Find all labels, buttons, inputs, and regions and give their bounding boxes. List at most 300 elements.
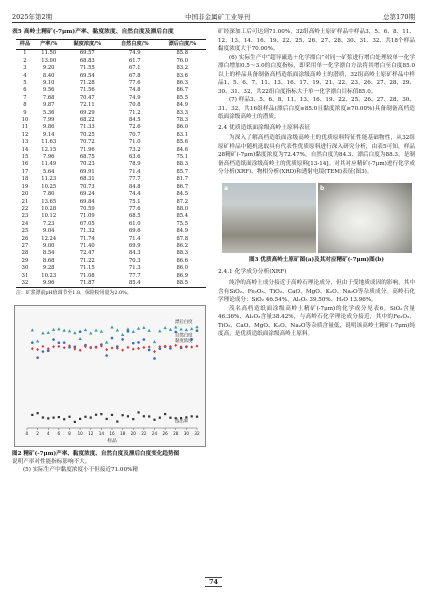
table-cell: 7.96 bbox=[42, 154, 55, 161]
point-yield bbox=[37, 412, 39, 414]
point-viscosity bbox=[57, 345, 60, 348]
table-row bbox=[16, 191, 206, 198]
table-row bbox=[16, 221, 206, 228]
point-yield bbox=[106, 418, 108, 420]
table-row bbox=[16, 102, 206, 109]
table-cell: 30 bbox=[21, 265, 29, 272]
table-cell: 84.5 bbox=[128, 117, 141, 124]
table-cell: 69.54 bbox=[79, 72, 95, 79]
point-viscosity bbox=[52, 345, 55, 348]
table-row bbox=[16, 176, 206, 183]
point-yield bbox=[127, 415, 129, 417]
point-natural-white bbox=[36, 356, 39, 359]
table-cell: 74.4 bbox=[128, 191, 141, 198]
point-white-after-bleach bbox=[179, 327, 182, 330]
point-white-after-bleach bbox=[132, 330, 135, 333]
table-cell: 71.22 bbox=[79, 257, 95, 264]
point-viscosity bbox=[111, 346, 114, 349]
table-cell: 84.8 bbox=[128, 183, 141, 190]
table-cell: 69.84 bbox=[79, 198, 95, 205]
table-row bbox=[16, 80, 206, 87]
table-cell: 85.5 bbox=[176, 94, 189, 101]
table-cell: 81.7 bbox=[176, 176, 189, 183]
point-white-after-bleach bbox=[121, 333, 124, 336]
table-cell: 5 bbox=[23, 80, 27, 87]
series-label: 自然白度 bbox=[175, 333, 193, 339]
table-cell: 74.8 bbox=[128, 87, 141, 94]
point-natural-white bbox=[52, 338, 55, 341]
table-cell: 7.99 bbox=[42, 117, 55, 124]
point-natural-white bbox=[111, 337, 114, 340]
table-cell: 10.25 bbox=[41, 183, 57, 190]
raw-ore-photo bbox=[222, 183, 316, 253]
table-cell: 87.8 bbox=[176, 235, 189, 242]
point-yield bbox=[132, 418, 134, 420]
col-header: 样品 bbox=[16, 40, 34, 50]
point-yield bbox=[137, 411, 139, 413]
point-white-after-bleach bbox=[73, 331, 76, 334]
table-cell: 86.3 bbox=[176, 80, 189, 87]
table-cell: 10.23 bbox=[41, 272, 57, 279]
table-cell: 9.20 bbox=[42, 65, 55, 72]
trend-chart-svg bbox=[15, 306, 205, 446]
table-row bbox=[16, 280, 206, 288]
table-cell: 86.7 bbox=[176, 87, 189, 94]
point-viscosity bbox=[137, 347, 140, 350]
table-cell: 71.28 bbox=[79, 80, 95, 87]
point-white-after-bleach bbox=[78, 337, 81, 340]
table-header-row bbox=[16, 40, 206, 50]
right-column bbox=[218, 28, 415, 339]
table-row bbox=[16, 273, 206, 280]
table-cell: 69.9 bbox=[128, 242, 141, 249]
x-tick-label: 10 bbox=[77, 430, 83, 436]
table-row bbox=[16, 250, 206, 257]
table-cell: 63.6 bbox=[128, 154, 141, 161]
point-white-after-bleach bbox=[163, 326, 166, 329]
point-white-after-bleach bbox=[52, 328, 55, 331]
table-cell: 9.00 bbox=[42, 242, 55, 249]
point-natural-white bbox=[148, 348, 151, 351]
section-heading-2-4-1: 2.4.1 化学成分分析(XRF) bbox=[218, 269, 287, 276]
table-cell: 86.9 bbox=[176, 272, 189, 279]
table-cell: 11.50 bbox=[41, 50, 57, 57]
table-cell: 5.36 bbox=[42, 109, 55, 116]
table-cell: 83.6 bbox=[176, 72, 189, 79]
table-cell: 25 bbox=[21, 228, 29, 235]
table-cell: 9.86 bbox=[42, 124, 55, 131]
point-yield bbox=[122, 414, 124, 416]
point-viscosity bbox=[185, 345, 188, 348]
concentrate-photo bbox=[318, 183, 412, 253]
table-cell: 87.2 bbox=[176, 198, 189, 205]
table-row bbox=[16, 169, 206, 176]
table-cell: 74.9 bbox=[128, 50, 141, 57]
table-cell: 70.23 bbox=[79, 161, 95, 168]
point-white-after-bleach bbox=[41, 331, 44, 334]
table-cell: 69.29 bbox=[79, 109, 95, 116]
point-viscosity bbox=[142, 346, 145, 349]
table-cell: 31 bbox=[21, 272, 29, 279]
point-natural-white bbox=[31, 341, 34, 344]
point-yield bbox=[47, 417, 49, 419]
table-cell: 9.10 bbox=[42, 80, 55, 87]
table-cell: 3 bbox=[23, 65, 27, 72]
point-white-after-bleach bbox=[158, 329, 161, 332]
table-cell: 2 bbox=[23, 57, 27, 64]
point-yield bbox=[169, 416, 171, 418]
point-yield bbox=[90, 416, 92, 418]
table-cell: 88.0 bbox=[176, 205, 189, 212]
point-yield bbox=[58, 416, 60, 418]
table-cell: 61.0 bbox=[128, 220, 141, 227]
table-cell: 70.59 bbox=[79, 205, 95, 212]
table-cell: 71.09 bbox=[79, 213, 95, 220]
table-cell: 12 bbox=[21, 131, 29, 138]
point-white-after-bleach bbox=[174, 325, 177, 328]
table-cell: 75.1 bbox=[176, 154, 189, 161]
table-row bbox=[16, 206, 206, 213]
table-cell: 9 bbox=[23, 109, 27, 116]
point-white-after-bleach bbox=[47, 331, 50, 334]
table-cell: 10.12 bbox=[41, 213, 57, 220]
table-cell: 71.0 bbox=[128, 139, 141, 146]
col-header: 产率/% bbox=[34, 40, 64, 50]
table-row bbox=[16, 161, 206, 168]
table-row bbox=[16, 50, 206, 58]
table-cell: 68.83 bbox=[79, 57, 95, 64]
point-white-after-bleach bbox=[116, 328, 119, 331]
table-row bbox=[16, 58, 206, 65]
point-yield bbox=[143, 415, 145, 417]
table-cell: 69.57 bbox=[79, 50, 95, 57]
point-natural-white bbox=[143, 338, 146, 341]
table-cell: 10.28 bbox=[41, 205, 57, 212]
series-label: 漂后白度 bbox=[175, 319, 193, 325]
table-cell: 7.80 bbox=[42, 191, 55, 198]
x-tick-label: 28 bbox=[173, 430, 179, 436]
point-white-after-bleach bbox=[31, 328, 34, 331]
point-yield bbox=[159, 416, 161, 418]
table-cell: 77.6 bbox=[128, 205, 141, 212]
table-cell: 71.2 bbox=[128, 109, 141, 116]
table-cell: 9.56 bbox=[42, 87, 55, 94]
table-cell: 71.74 bbox=[79, 235, 95, 242]
table-row bbox=[16, 110, 206, 117]
table-cell: 78.9 bbox=[128, 161, 141, 168]
table-cell: 72.47 bbox=[79, 250, 95, 257]
point-yield bbox=[74, 421, 76, 423]
point-white-after-bleach bbox=[142, 326, 145, 329]
table-row bbox=[16, 139, 206, 146]
table-row bbox=[16, 184, 206, 191]
point-white-after-bleach bbox=[137, 327, 140, 330]
point-yield bbox=[95, 413, 97, 415]
table-cell: 84.9 bbox=[176, 228, 189, 235]
table-cell: 11.63 bbox=[41, 139, 57, 146]
table-cell: 72.6 bbox=[128, 124, 141, 131]
table-cell: 21 bbox=[21, 198, 29, 205]
table-cell: 15 bbox=[21, 154, 29, 161]
point-viscosity bbox=[73, 347, 76, 350]
x-tick-label: 26 bbox=[162, 430, 168, 436]
point-viscosity bbox=[148, 345, 151, 348]
point-white-after-bleach bbox=[126, 327, 129, 330]
point-white-after-bleach bbox=[190, 327, 193, 330]
col-header: 自然白度/% bbox=[111, 40, 158, 50]
table-cell: 6 bbox=[23, 87, 27, 94]
point-yield bbox=[84, 416, 86, 418]
point-yield bbox=[63, 418, 65, 420]
point-yield bbox=[79, 418, 81, 420]
table-cell: 71.32 bbox=[79, 228, 95, 235]
table-cell: 11.23 bbox=[41, 176, 57, 183]
point-white-after-bleach bbox=[147, 329, 150, 332]
x-tick-label: 14 bbox=[98, 430, 105, 436]
point-white-after-bleach bbox=[36, 339, 39, 342]
table-cell: 7 bbox=[23, 94, 27, 101]
point-natural-white bbox=[121, 338, 124, 341]
table-cell: 9.04 bbox=[42, 228, 55, 235]
x-tick-label: 2 bbox=[36, 430, 39, 436]
point-white-after-bleach bbox=[185, 328, 188, 331]
table-cell: 78.3 bbox=[176, 117, 189, 124]
point-viscosity bbox=[79, 348, 82, 351]
point-white-after-bleach bbox=[68, 329, 71, 332]
table-row bbox=[16, 132, 206, 139]
figure3-photos bbox=[222, 183, 415, 253]
point-viscosity bbox=[153, 350, 156, 353]
table-row bbox=[16, 87, 206, 94]
point-natural-white bbox=[79, 330, 82, 333]
left-paragraph: (5) 实际生产中黏度浓度小于但接近71.00%精 bbox=[23, 467, 138, 474]
table-cell: 85.6 bbox=[176, 139, 189, 146]
table-cell: 9.28 bbox=[42, 265, 55, 272]
table-cell: 83.1 bbox=[176, 131, 189, 138]
table-cell: 86.0 bbox=[176, 124, 189, 131]
table-cell: 19 bbox=[21, 183, 29, 190]
x-tick-label: 20 bbox=[130, 430, 136, 436]
point-white-after-bleach bbox=[57, 327, 60, 330]
table-cell: 1 bbox=[23, 50, 27, 57]
table-cell: 71.87 bbox=[64, 280, 111, 288]
table-cell: 70.8 bbox=[128, 102, 141, 109]
point-yield bbox=[196, 415, 198, 417]
point-natural-white bbox=[127, 330, 130, 333]
x-tick-label: 30 bbox=[183, 430, 190, 436]
table-cell: 29 bbox=[21, 257, 29, 264]
point-yield bbox=[153, 419, 155, 421]
table-cell: 71.4 bbox=[128, 235, 141, 242]
table-cell: 9.14 bbox=[42, 131, 55, 138]
table-cell: 71.55 bbox=[79, 65, 95, 72]
point-natural-white bbox=[42, 350, 45, 353]
table-cell: 67.8 bbox=[128, 72, 141, 79]
x-tick-label: 8 bbox=[68, 430, 71, 436]
col-header: 漂后白度/% bbox=[158, 40, 206, 50]
table-row bbox=[16, 65, 206, 72]
table-row bbox=[16, 265, 206, 272]
table-cell: 73.2 bbox=[128, 146, 141, 153]
table-row bbox=[16, 147, 206, 154]
table-cell: 7.23 bbox=[42, 220, 55, 227]
table-cell: 27 bbox=[21, 242, 29, 249]
table-cell: 11.49 bbox=[41, 161, 57, 168]
table-cell: 71.40 bbox=[79, 242, 95, 249]
photo-label-b: b bbox=[320, 184, 325, 192]
table-cell: 86.6 bbox=[176, 257, 189, 264]
page-number bbox=[0, 578, 427, 586]
point-viscosity bbox=[190, 345, 193, 348]
table-cell: 88.3 bbox=[176, 250, 189, 257]
table-cell: 71.08 bbox=[79, 272, 95, 279]
table-cell: 7.68 bbox=[42, 94, 55, 101]
table-cell: 85.4 bbox=[176, 213, 189, 220]
x-tick-label: 18 bbox=[119, 430, 126, 436]
point-white-after-bleach bbox=[169, 328, 172, 331]
point-natural-white bbox=[63, 341, 66, 344]
table-cell: 69.24 bbox=[79, 191, 95, 198]
x-tick-label: 16 bbox=[109, 430, 115, 436]
table-cell: 68.5 bbox=[128, 213, 141, 220]
point-natural-white bbox=[196, 329, 199, 332]
point-yield bbox=[68, 415, 70, 417]
table-cell: 84.9 bbox=[176, 102, 189, 109]
table-cell: 70.47 bbox=[79, 94, 95, 101]
table5 bbox=[16, 39, 206, 288]
point-natural-white bbox=[153, 357, 156, 360]
table-cell: 71.33 bbox=[79, 124, 95, 131]
table5-note: 注：矿浆漂前pH值调节至1.8，保险粉用量为2.0%。 bbox=[16, 290, 132, 297]
point-viscosity bbox=[105, 348, 108, 351]
table-cell: 67.1 bbox=[128, 65, 141, 72]
figure3-caption: 图3 优质高岭土原矿图(a)及其对应精矿(-7μm)图(b) bbox=[249, 256, 384, 263]
point-viscosity bbox=[196, 344, 199, 347]
table-cell: 68.31 bbox=[79, 176, 95, 183]
series-label: 黏度浓度 bbox=[175, 338, 193, 344]
table-cell: 70.73 bbox=[79, 183, 95, 190]
table-cell: 86.2 bbox=[176, 242, 189, 249]
table-cell: 86.0 bbox=[176, 265, 189, 272]
table-cell: 17 bbox=[21, 168, 29, 175]
point-yield bbox=[52, 416, 54, 418]
x-tick-label: 12 bbox=[88, 430, 94, 436]
table-cell: 69.6 bbox=[128, 228, 141, 235]
table-cell: 77.7 bbox=[128, 272, 141, 279]
point-yield bbox=[191, 415, 193, 417]
table-cell: 14 bbox=[21, 146, 29, 153]
table-row bbox=[16, 117, 206, 124]
left-column bbox=[12, 28, 210, 475]
table-cell: 69.91 bbox=[79, 168, 95, 175]
table-cell: 13.00 bbox=[41, 57, 57, 64]
point-natural-white bbox=[137, 341, 140, 344]
table-row bbox=[16, 95, 206, 102]
table-cell: 16 bbox=[21, 161, 29, 168]
table-cell: 75.1 bbox=[128, 198, 141, 205]
table-row bbox=[16, 228, 206, 235]
table-cell: 84.6 bbox=[176, 146, 189, 153]
point-white-after-bleach bbox=[105, 340, 108, 343]
x-tick-label: 24 bbox=[151, 430, 158, 436]
table-row bbox=[16, 258, 206, 265]
point-white-after-bleach bbox=[100, 330, 103, 333]
table-cell: 77.6 bbox=[128, 80, 141, 87]
point-white-after-bleach bbox=[89, 331, 92, 334]
table-cell: 85.4 bbox=[111, 280, 158, 288]
point-yield bbox=[42, 416, 44, 418]
right-paragraph: 为深入了解高档造纸面涂级高岭土的优质原料特征性能基础物性，从32组原矿样品中随机选取具有代表性优质原料进行深入研究分析，由表5可知，样品28精矿(-7μm)黏度浓度为72.47%，自然白度为84.3、漂后白度为88.3，是制备高档造纸面涂级高岭土的优质原料[13-14]。对其对应精矿(-7μm)进行化学成分分析(XRF)、物相分析(XRD)和透射电镜(TEM)表征(图3)。 bbox=[218, 135, 415, 176]
point-yield bbox=[111, 414, 113, 416]
point-yield bbox=[164, 413, 166, 415]
point-white-after-bleach bbox=[195, 325, 198, 328]
header-journal: 中国非金属矿工业导刊 bbox=[185, 13, 251, 21]
table-cell: 83.3 bbox=[176, 109, 189, 116]
table-body bbox=[16, 50, 206, 288]
point-white-after-bleach bbox=[110, 325, 113, 328]
table-cell: 67.05 bbox=[79, 220, 95, 227]
table-cell: 9.87 bbox=[42, 102, 55, 109]
point-viscosity bbox=[36, 348, 39, 351]
section-heading-2-4: 2.4 优质造纸面涂级高岭土原料表征 bbox=[218, 124, 311, 131]
table-cell: 22 bbox=[21, 205, 29, 212]
table-cell: 71.3 bbox=[128, 265, 141, 272]
header-rule bbox=[12, 22, 415, 23]
right-paragraph: 矿经深加工后可达到71.00%，32组高岭土原矿样品中样品3、5、6、8、11、12、13、14、16、19、22、25、26、27、28、30、31、32、共18个样品黏度浓度大于70.00%。 bbox=[218, 29, 415, 52]
left-paragraph: 说明产率对性能指标影响不大。 bbox=[12, 458, 91, 465]
right-paragraph: 茂名高档造纸面涂级高岭土精矿(-7μm)的化学成分见表6。SiO₂含量46.36%、Al₂O₃含量38.42%，与高岭石化学理论成分接近，其中的Fe₂O₃、TiO₂、CaO、MgO、K₂O、Na₂O等杂质含量低，说明该高岭土精矿(-7μm)纯度高，是优质造纸面涂级高岭土原料。 bbox=[218, 305, 415, 338]
table-cell: 68.75 bbox=[79, 154, 95, 161]
table-cell: 70.7 bbox=[128, 131, 141, 138]
page-number-text: 74 bbox=[205, 577, 222, 587]
point-viscosity bbox=[174, 344, 177, 347]
table-cell: 32 bbox=[16, 280, 34, 288]
table-cell: 84.5 bbox=[176, 191, 189, 198]
table5-caption: 表5 高岭土精矿(-7μm)产率、黏度浓度、自然白度及漂后白度 bbox=[12, 29, 174, 35]
table-cell: 18 bbox=[21, 176, 29, 183]
point-natural-white bbox=[105, 354, 108, 357]
table-row bbox=[16, 73, 206, 80]
running-header bbox=[12, 9, 415, 21]
table-cell: 13.65 bbox=[41, 198, 57, 205]
header-total-issue: 总第170期 bbox=[383, 13, 415, 21]
point-viscosity bbox=[31, 347, 34, 350]
table-cell: 71.4 bbox=[128, 168, 141, 175]
table-cell: 74.9 bbox=[128, 94, 141, 101]
table-cell: 12.15 bbox=[41, 146, 57, 153]
point-viscosity bbox=[132, 347, 135, 350]
table-row bbox=[16, 213, 206, 220]
table-cell: 8.40 bbox=[42, 72, 55, 79]
table-row bbox=[16, 236, 206, 243]
table-cell: 68.22 bbox=[79, 117, 95, 124]
point-yield bbox=[31, 414, 33, 416]
table-cell: 61.7 bbox=[128, 57, 141, 64]
table-cell: 10 bbox=[21, 117, 29, 124]
table-cell: 88.3 bbox=[176, 161, 189, 168]
x-tick-label: 22 bbox=[141, 430, 147, 436]
table-cell: 83.2 bbox=[176, 65, 189, 72]
table-cell: 70.3 bbox=[128, 257, 141, 264]
point-viscosity bbox=[47, 347, 50, 350]
table-row bbox=[16, 199, 206, 206]
table-cell: 75.5 bbox=[176, 220, 189, 227]
right-paragraph: 纯净的高岭土成分接近于高岭石理论成分，但由于受地质成因的影响，其中含有SiO₂、Fe₂O₃、TiO₂、CaO、MgO、K₂O、Na₂O等杂质成分。高岭石化学理论成分：SiO₂ 46.54%、Al₂O₃ 39.50%、H₂O 13.96%。 bbox=[218, 280, 415, 304]
table-cell: 13 bbox=[21, 139, 29, 146]
table-cell: 5.64 bbox=[42, 168, 55, 175]
table-cell: 9.96 bbox=[34, 280, 64, 288]
table-cell: 71.15 bbox=[79, 265, 95, 272]
